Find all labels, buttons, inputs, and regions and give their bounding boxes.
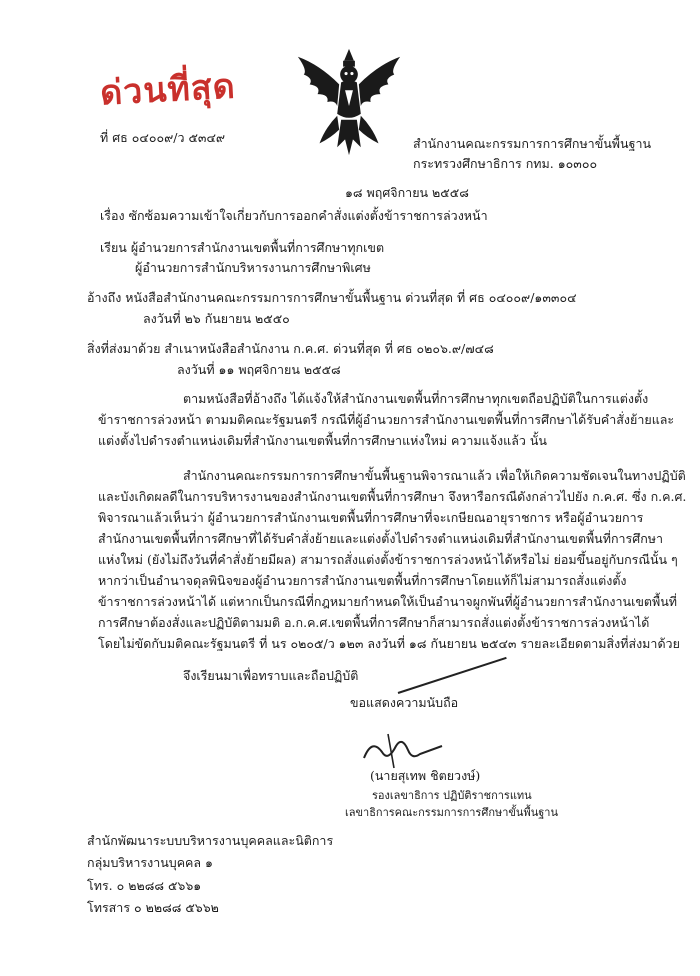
agency-address: กระทรวงศึกษาธิการ กทม. ๑๐๓๐๐ [413, 156, 598, 171]
recipient-line-1: เรียน ผู้อำนวยการสำนักงานเขตพื้นที่การศึกษาทุกเขต [100, 240, 385, 255]
document-number: ที่ ศธ ๐๔๐๐๙/ว ๕๓๔๙ [100, 130, 226, 145]
contact-office: สำนักพัฒนาระบบบริหารงานบุคคลและนิติการ [87, 833, 334, 848]
paragraph-2-line: โดยไม่ขัดกับมติคณะรัฐมนตรี ที่ นร ๐๒๐๕/ว ๑๒๓ ลงวันที่ ๑๘ กันยายน ๒๕๔๓ รายละเอียดตามสิ่งที่ส่งมาด้วย [98, 636, 680, 651]
contact-fax: โทรสาร ๐ ๒๒๘๘ ๕๖๖๒ [87, 900, 219, 915]
subject-line: เรื่อง ซักซ้อมความเข้าใจเกี่ยวกับการออกคำสั่งแต่งตั้งข้าราชการล่วงหน้า [100, 208, 488, 223]
paragraph-1-line: ข้าราชการล่วงหน้า ตามมติคณะรัฐมนตรี กรณีที่ผู้อำนวยการสำนักงานเขตพื้นที่การศึกษาได้รับคำสั่งย้ายและ [98, 412, 675, 427]
signer-position-2: เลขาธิการคณะกรรมการการศึกษาขั้นพื้นฐาน [345, 806, 558, 819]
agency-name: สำนักงานคณะกรรมการการศึกษาขั้นพื้นฐาน [413, 136, 652, 151]
urgency-stamp: ด่วนที่สุด [99, 66, 237, 114]
paragraph-1-line: ตามหนังสือที่อ้างถึง ได้แจ้งให้สำนักงานเขตพื้นที่การศึกษาทุกเขตถือปฏิบัติในการแต่งตั้ง [183, 391, 649, 406]
paragraph-1-line: แต่งตั้งไปดำรงตำแหน่งเดิมที่สำนักงานเขตพื้นที่การศึกษาแห่งใหม่ ความแจ้งแล้ว นั้น [98, 433, 547, 448]
document-date: ๑๘ พฤศจิกายน ๒๕๕๘ [345, 185, 469, 200]
paragraph-2-line: หากว่าเป็นอำนาจดุลพินิจของผู้อำนวยการสำนักงานเขตพื้นที่การศึกษาโดยแท้ก็ไม่สามารถสั่งแต่งตั้ง [98, 573, 627, 588]
paragraph-2-line: แห่งใหม่ (ยังไม่ถึงวันที่คำสั่งย้ายมีผล) สามารถสั่งแต่งตั้งข้าราชการล่วงหน้าได้หรือไม่ ย่อมขึ้นอยู่กับกรณีนั้น ๆ [98, 552, 678, 567]
closing-request: จึงเรียนมาเพื่อทราบและถือปฏิบัติ [183, 668, 359, 683]
paragraph-2-line: สำนักงานเขตพื้นที่การศึกษาที่ได้รับคำสั่งย้ายและแต่งตั้งไปดำรงตำแหน่งเดิมที่สำนักงานเขตพื้นที่การศึกษา [98, 531, 664, 546]
signer-name: (นายสุเทพ ชิตยวงษ์) [370, 768, 481, 783]
contact-group: กลุ่มบริหารงานบุคคล ๑ [87, 855, 213, 870]
reference-line-1: อ้างถึง หนังสือสำนักงานคณะกรรมการการศึกษาขั้นพื้นฐาน ด่วนที่สุด ที่ ศธ ๐๔๐๐๙/๑๓๓๐๔ [87, 290, 577, 305]
salutation: ขอแสดงความนับถือ [350, 695, 459, 710]
contact-phone: โทร. ๐ ๒๒๘๘ ๕๖๖๑ [87, 878, 202, 893]
paragraph-2-line: พิจารณาแล้วเห็นว่า ผู้อำนวยการสำนักงานเขตพื้นที่การศึกษาที่จะเกษียณอายุราชการ หรือผู้อำนวยการ [98, 510, 644, 525]
reference-line-2: ลงวันที่ ๒๖ กันยายน ๒๕๕๐ [143, 311, 290, 326]
paragraph-2-line: และบังเกิดผลดีในการบริหารงานของสำนักงานเขตพื้นที่การศึกษา จึงหารือกรณีดังกล่าวไปยัง ก.ค.ศ. ซึ่ง ก.ค.ศ. [98, 489, 687, 504]
enclosure-line-2: ลงวันที่ ๑๑ พฤศจิกายน ๒๕๕๘ [177, 362, 341, 377]
paragraph-2-line: สำนักงานคณะกรรมการการศึกษาขั้นพื้นฐานพิจารณาแล้ว เพื่อให้เกิดความชัดเจนในทางปฏิบัติ [183, 468, 686, 483]
enclosure-line-1: สิ่งที่ส่งมาด้วย สำเนาหนังสือสำนักงาน ก.ค.ศ. ด่วนที่สุด ที่ ศธ ๐๒๐๖.๙/๗๔๘ [87, 341, 494, 356]
paragraph-2-line: การศึกษาต้องสั่งและปฏิบัติตามมติ อ.ก.ค.ศ.เขตพื้นที่การศึกษาก็สามารถสั่งแต่งตั้งข้าราชการล่วงหน้าได้ [98, 615, 650, 630]
recipient-line-2: ผู้อำนวยการสำนักบริหารงานการศึกษาพิเศษ [135, 260, 371, 275]
signature-stroke [398, 657, 507, 694]
paragraph-2-line: ข้าราชการล่วงหน้าได้ แต่หากเป็นกรณีที่กฎหมายกำหนดให้เป็นอำนาจผูกพันที่ผู้อำนวยการสำนักงานเขตพื้นที่ [98, 594, 678, 609]
garuda-emblem-icon [290, 45, 408, 163]
signer-position-1: รองเลขาธิการ ปฏิบัติราชการแทน [372, 789, 532, 802]
